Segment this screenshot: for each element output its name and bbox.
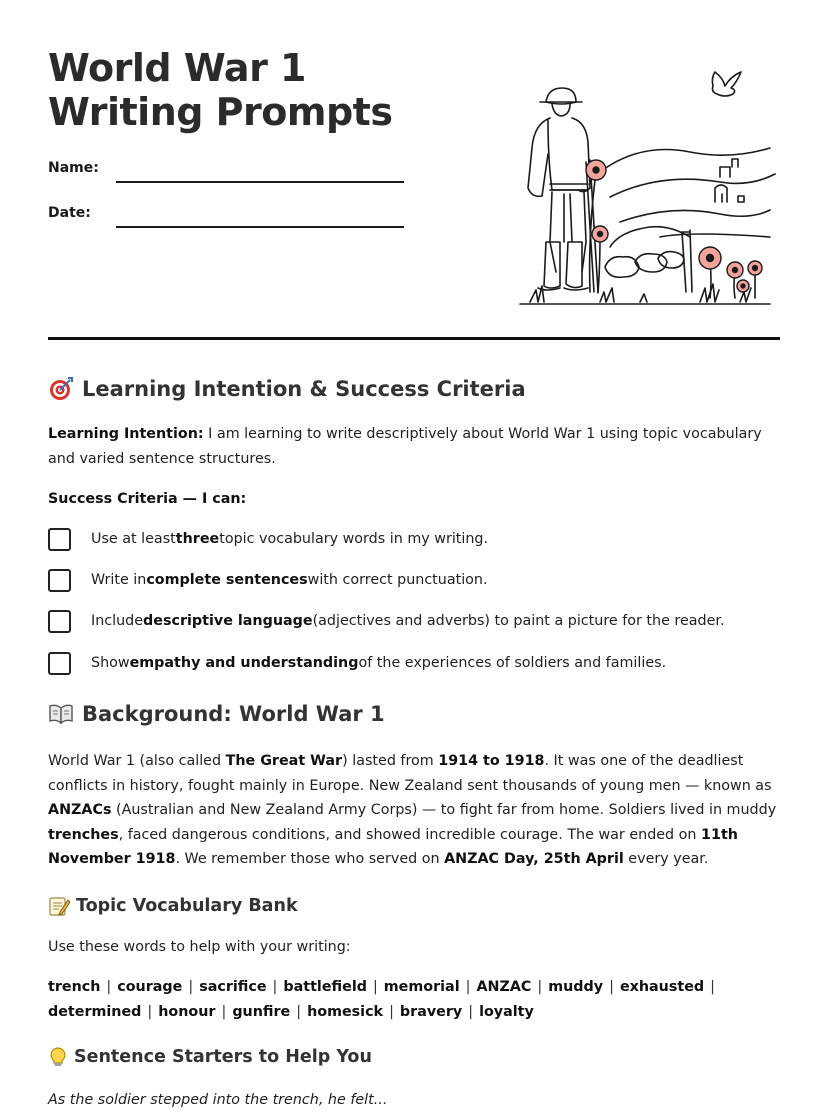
paragraph-bold: ANZAC Day, 25th April <box>444 851 624 867</box>
paragraph-text: . It was one of the deadliest conflicts in history, fought mainly in Europe. New Zealand sent thousands of young men — known as <box>48 753 772 794</box>
paragraph-text: ) lasted from <box>342 753 439 769</box>
criteria-text: of the experiences of soldiers and families. <box>358 655 667 671</box>
criteria-text: topic vocabulary words in my writing. <box>219 531 489 547</box>
vocab-word: battlefield <box>283 979 367 995</box>
criteria-checkbox[interactable] <box>48 652 71 675</box>
vocab-word: homesick <box>307 1004 384 1020</box>
paragraph-bold: trenches <box>48 826 119 843</box>
criteria-bold: complete sentences <box>146 572 308 588</box>
criteria-bold: three <box>175 531 220 547</box>
criteria-bold: empathy and understanding <box>129 655 359 671</box>
learning-intention-label: Learning Intention: <box>48 426 204 442</box>
success-criteria-label: Success Criteria — I can: <box>48 491 247 507</box>
criteria-text: with correct punctuation. <box>307 572 488 588</box>
date-label: Date: <box>48 205 91 221</box>
paragraph-bold: 11th November 1918 <box>48 826 738 867</box>
paragraph-text: (Australian and New Zealand Army Corps) — to fight far from home. Soldiers lived in muddy <box>111 802 777 818</box>
criteria-checkbox[interactable] <box>48 610 71 633</box>
vocab-word: memorial <box>383 979 460 995</box>
learning-intention <box>48 422 780 471</box>
paragraph-text: . We remember those who served on <box>175 851 445 867</box>
learning-heading <box>48 376 526 402</box>
vocab-word-list: trench | courage | sacrifice | battlefield | memorial | ANZAC | muddy | exhausted | determined | honour | gunfire | homesick | bravery | loyalty <box>48 979 715 1020</box>
page-title: World War 1 Writing Prompts <box>48 46 393 134</box>
vocab-word: gunfire <box>232 1004 291 1020</box>
vocab-word: honour <box>158 1004 216 1020</box>
background-heading-text: Background: World War 1 <box>82 702 385 726</box>
vocab-word: determined <box>48 1004 142 1020</box>
vocab-word: courage <box>117 979 183 995</box>
date-field[interactable] <box>116 226 404 228</box>
paragraph-bold: 1914 to 1918 <box>438 753 545 769</box>
header-divider <box>48 337 780 340</box>
paragraph-text: every year. <box>623 851 709 867</box>
light-bulb-icon <box>48 1046 68 1068</box>
vocab-heading <box>48 895 298 917</box>
criteria-checkbox[interactable] <box>48 569 71 592</box>
criteria-text: Show <box>91 655 130 671</box>
vocab-word: muddy <box>548 979 604 995</box>
learning-heading-text: Learning Intention & Success Criteria <box>82 377 526 401</box>
criteria-text: Write in <box>91 572 147 588</box>
vocab-word: loyalty <box>479 1004 534 1020</box>
criteria-bold: descriptive language <box>143 613 313 629</box>
memo-icon <box>48 895 70 917</box>
sentence-starter: As the soldier stepped into the trench, he felt... <box>48 1092 388 1108</box>
paragraph-bold: ANZACs <box>48 802 112 818</box>
paragraph-text: , faced dangerous conditions, and showed incredible courage. The war ended on <box>118 826 702 843</box>
criteria-text: Include <box>91 613 144 629</box>
vocab-intro: Use these words to help with your writing: <box>48 939 351 955</box>
vocab-word: ANZAC <box>476 979 532 995</box>
open-book-icon <box>48 703 74 725</box>
criteria-item <box>48 527 780 551</box>
criteria-text: (adjectives and adverbs) to paint a picture for the reader. <box>312 613 725 629</box>
vocab-heading-text: Topic Vocabulary Bank <box>76 896 298 916</box>
criteria-text: Use at least <box>91 531 176 547</box>
name-field[interactable] <box>116 181 404 183</box>
vocab-word: bravery <box>399 1004 463 1020</box>
soldier-poppy-illustration <box>510 62 780 312</box>
paragraph-bold: The Great War <box>225 753 343 769</box>
criteria-item <box>48 651 780 675</box>
starters-heading-text: Sentence Starters to Help You <box>74 1047 372 1067</box>
paragraph-text: World War 1 (also called <box>48 753 226 769</box>
name-label: Name: <box>48 160 99 176</box>
criteria-item <box>48 568 780 592</box>
target-icon <box>48 376 74 402</box>
learning-intention-text: I am learning to write descriptively about World War 1 using topic vocabulary and varied sentence structures. <box>48 426 762 467</box>
dove-icon <box>712 72 741 96</box>
criteria-checkbox[interactable] <box>48 528 71 551</box>
starters-heading <box>48 1046 372 1068</box>
criteria-item <box>48 609 780 633</box>
background-heading <box>48 702 385 726</box>
vocab-word: trench <box>48 979 101 995</box>
background-paragraph <box>48 749 780 872</box>
vocab-word: sacrifice <box>199 979 267 995</box>
vocab-word: exhausted <box>619 979 705 995</box>
